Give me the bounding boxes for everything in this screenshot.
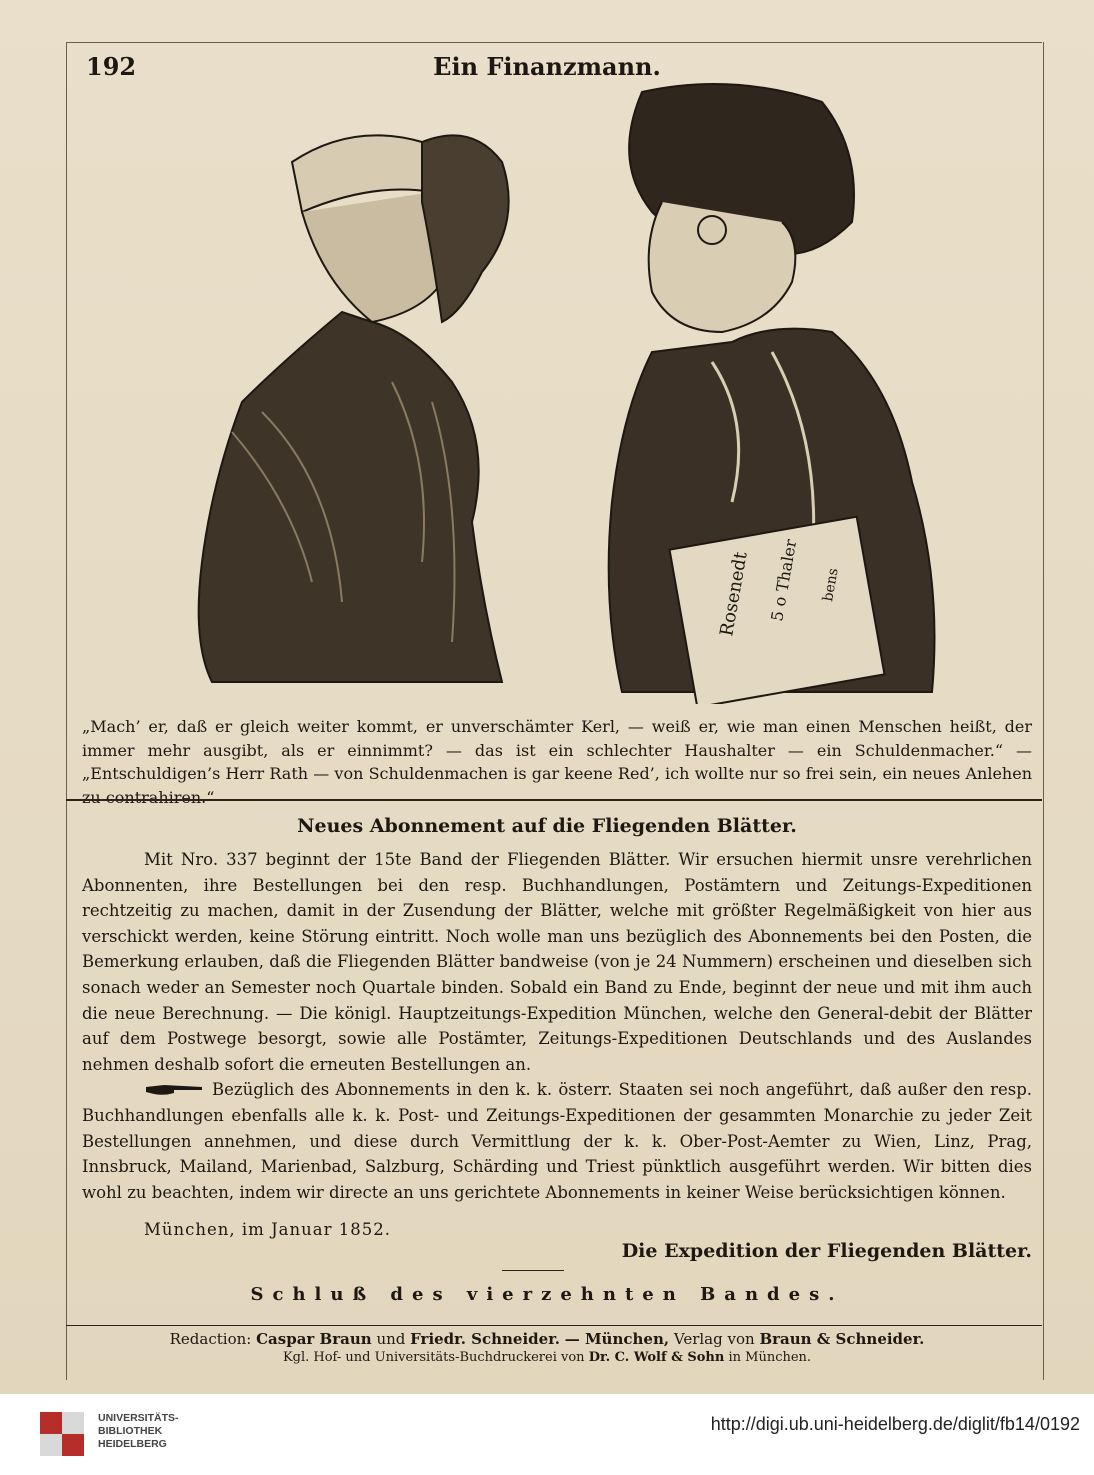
library-name[interactable]: UNIVERSITÄTS- BIBLIOTHEK HEIDELBERG bbox=[98, 1412, 179, 1450]
notice-body bbox=[82, 847, 1032, 1205]
pointing-hand-icon bbox=[144, 1081, 204, 1097]
notice-paragraph-austria bbox=[82, 1077, 1032, 1205]
section-rule bbox=[66, 799, 1042, 801]
page-number: 192 bbox=[86, 52, 137, 81]
notice-paragraph-text: Bezüglich des Abonnements in den k. k. österr. Staaten sei noch angeführt, daß außer den resp. Buchhandlungen ebenfalls alle k. k. Post- und Zeitungs-Expeditionen der gesammten Monarchie zu jeder Zeit Bestellungen annehmen, und diese durch Vermittlung der k. k. Ober-Post-Aemter zu Wien, Linz, Prag, Innsbruck, Mailand, Marienbad, Salzburg, Schärding und Triest pünktlich ausgeführt werden. Wir bitten dies wohl zu beachten, indem wir directe an uns gerichtete Abonnements in keiner Weise berücksichtigen können. bbox=[82, 1080, 1032, 1202]
imprint-line-2: Kgl. Hof- und Universitäts-Buchdruckerei von Dr. C. Wolf & Sohn in München. bbox=[282, 1350, 812, 1365]
package-label-2: 5 o Thaler bbox=[767, 537, 801, 623]
dateline: München, im Januar 1852. bbox=[144, 1220, 391, 1239]
caricature-illustration bbox=[172, 82, 942, 704]
notice-paragraph: Mit Nro. 337 beginnt der 15te Band der Fliegenden Blätter. Wir ersuchen hiermit unsre verehrlichen Abonnenten, ihre Bestellungen bei den resp. Buchhandlungen, Postämtern und Zeitungs-Expeditionen rechtzeitig zu machen, damit in der Zusendung der Blätter, welche mit größter Regelmäßigkeit von hier aus verschickt werden, keine Störung eintritt. Noch wolle man uns bezüglich des Abonnements bei den Posten, die Bemerkung erlauben, daß die Fliegenden Blätter bandweise (von je 24 Nummern) erscheinen und dieselben sich sonach weder an Semester noch Quartale binden. Sobald ein Band zu Ende, beginnt der neue und mit ihm auch die neue Berechnung. — Die königl. Hauptzeitungs-Expedition München, welche den General-debit der Blätter auf dem Postwege besorgt, sowie alle Postämter, Zeitungs-Expeditionen Deutschlands und des Auslandes nehmen deshalb sofort die erneuten Bestellungen an. bbox=[82, 850, 1032, 1074]
top-rule bbox=[66, 42, 1042, 43]
imprint-rule bbox=[66, 1325, 1042, 1326]
short-rule bbox=[502, 1270, 564, 1271]
right-figure bbox=[609, 84, 935, 704]
illustration-caption: „Mach’ er, daß er gleich weiter kommt, er unverschämter Kerl, — weiß er, wie man einen Menschen heißt, der immer mehr ausgibt, als er einnimmt? — das ist ein schlechter Haushalter — ein Schuldenmacher.“ — „Entschuldigen’s Herr Rath — von Schuldenmachen is gar keene Red’, ich wollte nur so frei sein, ein neues Anlehen zu contrahiren.“ bbox=[82, 717, 1032, 807]
end-of-volume-line: Schluß des vierzehnten Bandes. bbox=[250, 1284, 844, 1305]
viewer-footer bbox=[0, 1394, 1094, 1475]
left-figure bbox=[199, 135, 509, 682]
university-library-logo-icon[interactable] bbox=[36, 1408, 88, 1460]
page-title: Ein Finanzmann. bbox=[433, 52, 661, 81]
permalink-url[interactable]: http://digi.ub.uni-heidelberg.de/diglit/fb14/0192 bbox=[710, 1414, 1080, 1434]
package-label-3: bens bbox=[820, 566, 842, 603]
notice-title: Neues Abonnement auf die Fliegenden Blätter. bbox=[297, 815, 797, 837]
package-label-1: Rosenedt bbox=[716, 550, 752, 638]
imprint-line-1: Redaction: Caspar Braun und Friedr. Schneider. — München, Verlag von Braun & Schneider. bbox=[169, 1330, 925, 1348]
signature: Die Expedition der Fliegenden Blätter. bbox=[621, 1240, 1032, 1262]
